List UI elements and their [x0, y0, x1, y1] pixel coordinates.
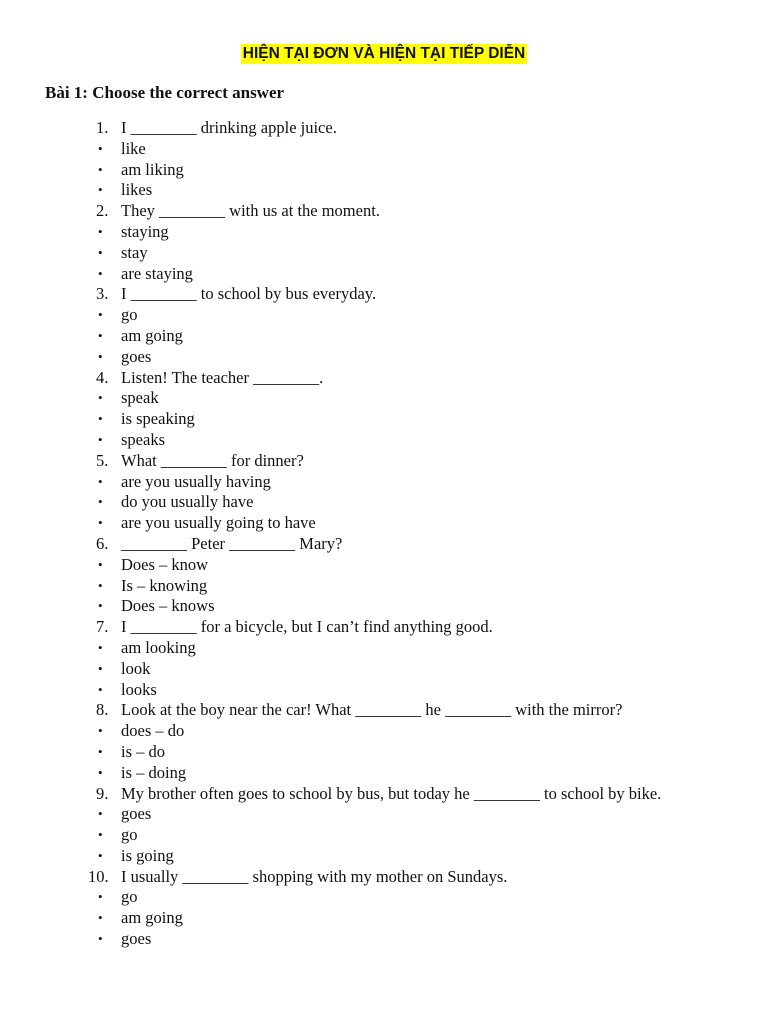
option-text: stay: [121, 242, 148, 262]
answer-option: [0, 659, 768, 680]
answer-option: [0, 409, 768, 430]
question-item: [0, 118, 768, 139]
page-title: HIỆN TẠI ĐƠN VÀ HIỆN TẠI TIẾP DIỄN: [242, 45, 526, 62]
bullet-icon: •: [98, 827, 103, 843]
bullet-icon: •: [98, 390, 103, 406]
answer-option: [0, 139, 768, 160]
question-item: [0, 368, 768, 389]
option-text: am going: [121, 908, 183, 928]
question-number: 10.: [88, 866, 109, 886]
question-item: [0, 201, 768, 222]
answer-option: [0, 180, 768, 201]
option-text: is – do: [121, 741, 166, 761]
answer-option: [0, 825, 768, 846]
title-container: [0, 44, 768, 64]
answer-option: [0, 305, 768, 326]
option-text: looks: [121, 679, 157, 699]
option-text: do you usually have: [121, 492, 254, 512]
bullet-icon: •: [98, 847, 103, 863]
question-item: [0, 867, 768, 888]
answer-option: [0, 472, 768, 493]
bullet-icon: •: [98, 639, 103, 655]
exercise-heading: Bài 1: Choose the correct answer: [45, 83, 285, 102]
answer-option: [0, 908, 768, 929]
question-number: 9.: [96, 783, 109, 803]
option-text: are you usually having: [121, 471, 271, 491]
option-text: are you usually going to have: [121, 513, 316, 533]
bullet-icon: •: [98, 348, 103, 364]
bullet-icon: •: [98, 223, 103, 239]
question-text: What ________ for dinner?: [121, 450, 304, 470]
question-number: 8.: [96, 700, 109, 720]
bullet-icon: •: [98, 431, 103, 447]
bullet-icon: •: [98, 307, 103, 323]
answer-option: [0, 430, 768, 451]
question-number: 1.: [96, 118, 109, 137]
option-text: am liking: [121, 159, 184, 179]
question-item: [0, 700, 768, 721]
question-text: I ________ drinking apple juice.: [121, 118, 337, 137]
option-text: like: [121, 138, 146, 158]
option-text: is speaking: [121, 409, 195, 429]
bullet-icon: •: [98, 931, 103, 947]
question-item: [0, 617, 768, 638]
answer-option: [0, 596, 768, 617]
option-text: is going: [121, 845, 174, 865]
bullet-icon: •: [98, 660, 103, 676]
question-text: I ________ for a bicycle, but I can’t find anything good.: [121, 617, 493, 637]
option-text: goes: [121, 929, 152, 949]
bullet-icon: •: [98, 889, 103, 905]
option-text: look: [121, 658, 151, 678]
answer-option: [0, 638, 768, 659]
option-text: staying: [121, 221, 169, 241]
question-item: [0, 534, 768, 555]
answer-option: [0, 243, 768, 264]
option-text: likes: [121, 180, 153, 200]
bullet-icon: •: [98, 411, 103, 427]
bullet-icon: •: [98, 161, 103, 177]
option-text: Does – knows: [121, 596, 215, 616]
option-text: Does – know: [121, 554, 209, 574]
option-text: does – do: [121, 721, 185, 741]
question-number: 2.: [96, 201, 109, 221]
question-text: I usually ________ shopping with my mother on Sundays.: [121, 866, 508, 886]
answer-option: [0, 804, 768, 825]
option-text: am going: [121, 325, 183, 345]
bullet-icon: •: [98, 494, 103, 510]
option-text: goes: [121, 804, 152, 824]
bullet-icon: •: [98, 598, 103, 614]
answer-option: [0, 742, 768, 763]
answer-option: [0, 264, 768, 285]
question-number: 7.: [96, 617, 109, 637]
question-list: [0, 118, 768, 950]
bullet-icon: •: [98, 577, 103, 593]
answer-option: [0, 347, 768, 368]
bullet-icon: •: [98, 140, 103, 156]
bullet-icon: •: [98, 681, 103, 697]
answer-option: [0, 388, 768, 409]
bullet-icon: •: [98, 473, 103, 489]
bullet-icon: •: [98, 244, 103, 260]
answer-option: [0, 576, 768, 597]
option-text: goes: [121, 346, 152, 366]
answer-option: [0, 846, 768, 867]
option-text: go: [121, 887, 138, 907]
question-item: [0, 451, 768, 472]
bullet-icon: •: [98, 910, 103, 926]
answer-option: [0, 887, 768, 908]
question-number: 4.: [96, 367, 109, 387]
answer-option: [0, 326, 768, 347]
bullet-icon: •: [98, 764, 103, 780]
question-number: 3.: [96, 284, 109, 304]
answer-option: [0, 721, 768, 742]
answer-option: [0, 763, 768, 784]
answer-option: [0, 513, 768, 534]
bullet-icon: •: [98, 723, 103, 739]
answer-option: [0, 492, 768, 513]
answer-option: [0, 929, 768, 950]
option-text: is – doing: [121, 762, 187, 782]
option-text: speak: [121, 388, 159, 408]
option-text: Is – knowing: [121, 575, 208, 595]
bullet-icon: •: [98, 556, 103, 572]
answer-option: [0, 222, 768, 243]
option-text: go: [121, 825, 138, 845]
bullet-icon: •: [98, 327, 103, 343]
bullet-icon: •: [98, 806, 103, 822]
option-text: am looking: [121, 637, 196, 657]
question-text: Listen! The teacher ________.: [121, 367, 324, 387]
question-number: 5.: [96, 450, 109, 470]
bullet-icon: •: [98, 743, 103, 759]
option-text: go: [121, 305, 138, 325]
answer-option: [0, 680, 768, 701]
answer-option: [0, 160, 768, 181]
option-text: speaks: [121, 429, 165, 449]
question-text: Look at the boy near the car! What ________ he ________ with the mirror?: [121, 700, 623, 720]
option-text: are staying: [121, 263, 193, 283]
bullet-icon: •: [98, 182, 103, 198]
question-text: My brother often goes to school by bus, but today he ________ to school by bike.: [121, 783, 662, 803]
bullet-icon: •: [98, 515, 103, 531]
answer-option: [0, 555, 768, 576]
question-text: I ________ to school by bus everyday.: [121, 284, 377, 304]
question-text: ________ Peter ________ Mary?: [121, 533, 343, 553]
question-text: They ________ with us at the moment.: [121, 201, 380, 221]
question-number: 6.: [96, 533, 109, 553]
question-item: [0, 284, 768, 305]
question-item: [0, 784, 768, 805]
bullet-icon: •: [98, 265, 103, 281]
